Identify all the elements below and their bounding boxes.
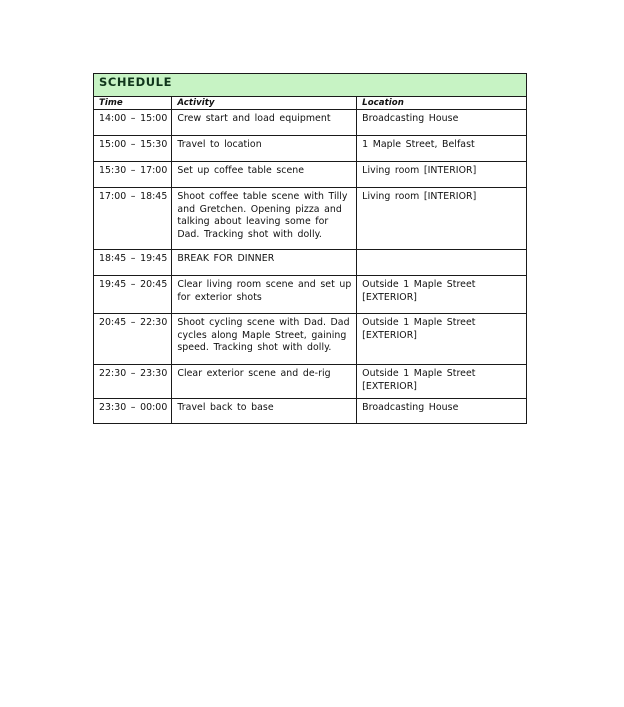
- time-cell: 15:00 – 15:30: [94, 136, 172, 162]
- activity-cell: Shoot coffee table scene with Tilly and Gretchen. Opening pizza and talking about leaving some for Dad. Tracking shot with dolly.: [172, 188, 357, 250]
- time-cell: 23:30 – 00:00: [94, 399, 172, 424]
- table-row: [94, 276, 527, 314]
- location-cell: Broadcasting House: [357, 399, 527, 424]
- activity-cell: Travel to location: [172, 136, 357, 162]
- time-cell: 17:00 – 18:45: [94, 188, 172, 250]
- time-cell: 15:30 – 17:00: [94, 162, 172, 188]
- table-row: [94, 314, 527, 365]
- time-cell: 22:30 – 23:30: [94, 365, 172, 399]
- header-location: Location: [357, 97, 527, 110]
- header-time: Time: [94, 97, 172, 110]
- activity-cell: Set up coffee table scene: [172, 162, 357, 188]
- location-cell: Outside 1 Maple Street [EXTERIOR]: [357, 276, 527, 314]
- table-row: [94, 136, 527, 162]
- location-cell: Outside 1 Maple Street [EXTERIOR]: [357, 365, 527, 399]
- header-activity: Activity: [172, 97, 357, 110]
- location-cell: Living room [INTERIOR]: [357, 188, 527, 250]
- location-cell: Outside 1 Maple Street [EXTERIOR]: [357, 314, 527, 365]
- schedule-title: SCHEDULE: [94, 74, 527, 97]
- table-row: [94, 188, 527, 250]
- activity-cell: Clear exterior scene and de-rig: [172, 365, 357, 399]
- table-row: [94, 250, 527, 276]
- title-row: [94, 74, 527, 97]
- header-row: [94, 97, 527, 110]
- time-cell: 18:45 – 19:45: [94, 250, 172, 276]
- table-row: [94, 365, 527, 399]
- schedule-table: [93, 73, 527, 424]
- time-cell: 14:00 – 15:00: [94, 110, 172, 136]
- time-cell: 20:45 – 22:30: [94, 314, 172, 365]
- activity-cell: Travel back to base: [172, 399, 357, 424]
- activity-cell: Shoot cycling scene with Dad. Dad cycles along Maple Street, gaining speed. Tracking shot with dolly.: [172, 314, 357, 365]
- activity-cell: BREAK FOR DINNER: [172, 250, 357, 276]
- table-row: [94, 162, 527, 188]
- table-row: [94, 110, 527, 136]
- location-cell: Broadcasting House: [357, 110, 527, 136]
- table-row: [94, 399, 527, 424]
- activity-cell: Clear living room scene and set up for exterior shots: [172, 276, 357, 314]
- time-cell: 19:45 – 20:45: [94, 276, 172, 314]
- location-cell: Living room [INTERIOR]: [357, 162, 527, 188]
- location-cell: 1 Maple Street, Belfast: [357, 136, 527, 162]
- location-cell: [357, 250, 527, 276]
- activity-cell: Crew start and load equipment: [172, 110, 357, 136]
